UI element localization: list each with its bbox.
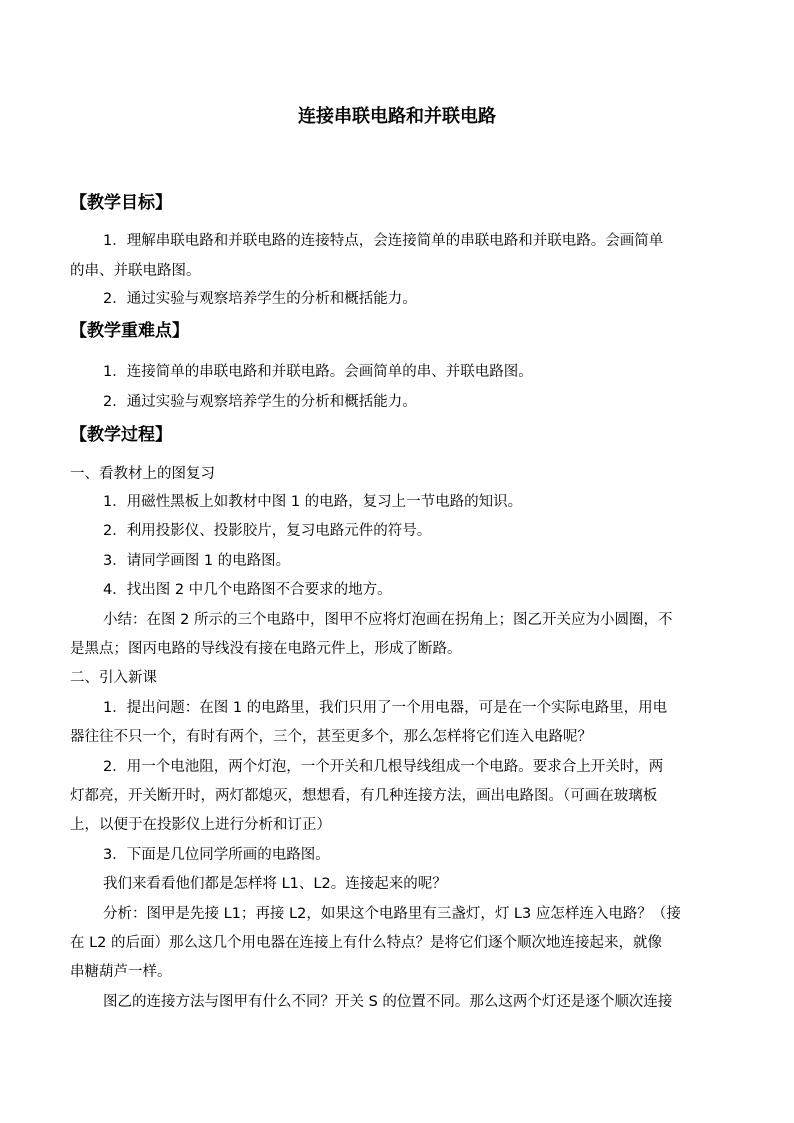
objective-line: 的串、并联电路图。 (70, 263, 201, 279)
section-heading-key-points: 【教学重难点】 (70, 321, 189, 341)
process-line: 小结：在图 2 所示的三个电路中，图甲不应将灯泡画在拐角上；图乙开关应为小圆圈，不 (103, 612, 673, 628)
section-heading-objectives: 【教学目标】 (70, 193, 172, 213)
key-point-line: 1．连接简单的串联电路和并联电路。会画简单的串、并联电路图。 (103, 364, 533, 380)
objective-line: 1．理解串联电路和并联电路的连接特点，会连接简单的串联电路和并联电路。会画简单 (103, 233, 664, 249)
process-line: 灯都亮，开关断开时，两灯都熄灭，想想看，有几种连接方法，画出电路图。（可画在玻璃板 (70, 788, 658, 804)
process-line: 一、看教材上的图复习 (70, 466, 215, 482)
document-title: 连接串联电路和并联电路 (298, 106, 496, 127)
process-line: 4．找出图 2 中几个电路图不合要求的地方。 (103, 582, 392, 598)
process-line: 3．请同学画图 1 的电路图。 (103, 553, 291, 569)
process-line: 1．用磁性黑板上如教材中图 1 的电路，复习上一节电路的知识。 (103, 494, 523, 510)
process-line: 2．利用投影仪、投影胶片，复习电路元件的符号。 (103, 523, 432, 539)
key-point-line: 2．通过实验与观察培养学生的分析和概括能力。 (103, 394, 417, 410)
process-line: 图乙的连接方法与图甲有什么不同？开关 S 的位置不同。那么这两个灯还是逐个顺次连接 (103, 994, 673, 1010)
process-line: 在 L2 的后面）那么这几个用电器在连接上有什么特点？是将它们逐个顺次地连接起来，就像 (70, 935, 663, 951)
objective-line: 2．通过实验与观察培养学生的分析和概括能力。 (103, 291, 417, 307)
process-line: 是黑点；图丙电路的导线没有接在电路元件上，形成了断路。 (70, 641, 462, 657)
section-heading-process: 【教学过程】 (70, 425, 172, 445)
process-line: 上，以便于在投影仪上进行分析和订正） (70, 817, 331, 833)
process-line: 我们来看看他们都是怎样将 L1、L2。连接起来的呢？ (103, 876, 447, 892)
process-line: 二、引入新课 (70, 670, 157, 686)
process-line: 3．下面是几位同学所画的电路图。 (103, 847, 330, 863)
process-line: 串糖葫芦一样。 (70, 964, 172, 980)
process-line: 1．提出问题：在图 1 的电路里，我们只用了一个用电器，可是在一个实际电路里，用电 (103, 700, 668, 716)
process-line: 分析：图甲是先接 L1；再接 L2，如果这个电路里有三盏灯，灯 L3 应怎样连入电路？（接 (103, 906, 681, 922)
process-line: 2．用一个电池阻，两个灯泡，一个开关和几根导线组成一个电路。要求合上开关时，两 (103, 759, 664, 775)
process-line: 器往往不只一个，有时有两个，三个，甚至更多个，那么怎样将它们连入电路呢？ (70, 729, 592, 745)
